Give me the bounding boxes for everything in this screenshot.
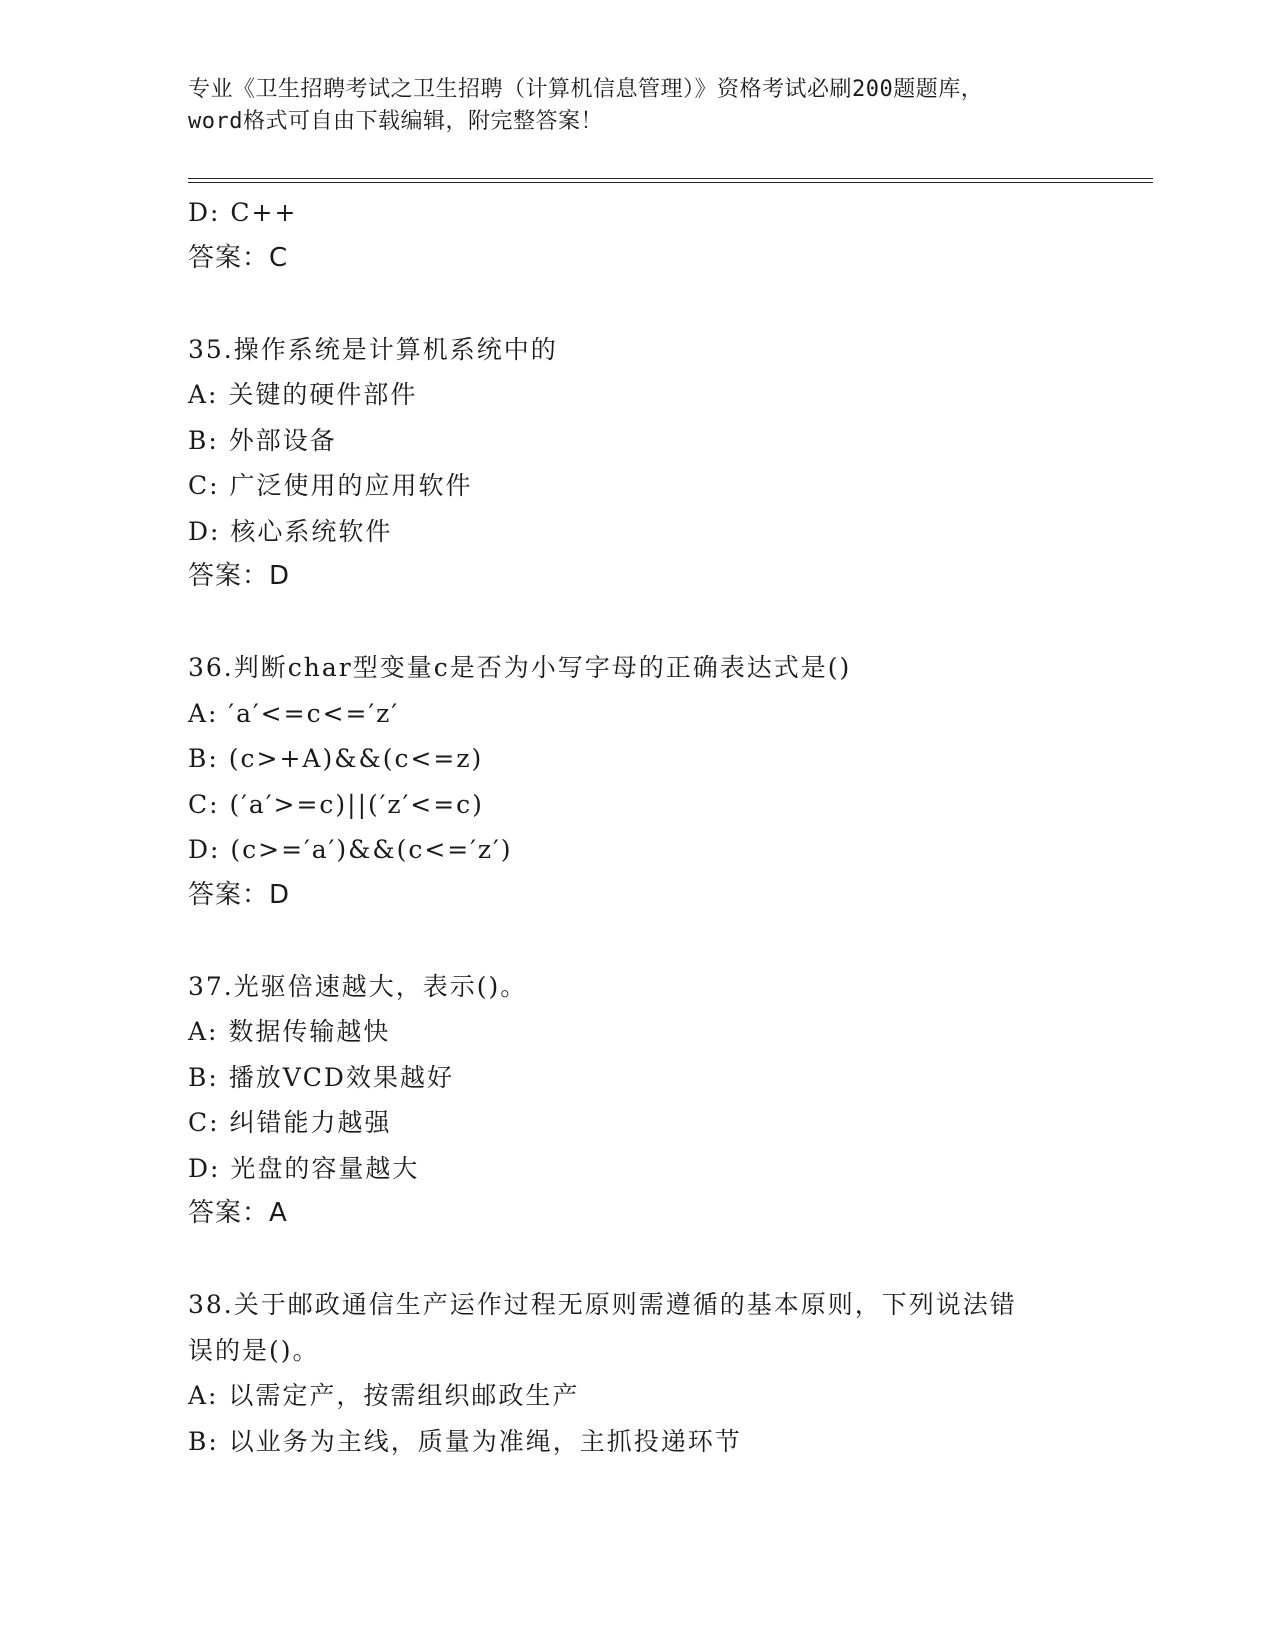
question-stem: 36.判断char型变量c是否为小写字母的正确表达式是() — [188, 653, 852, 682]
question-38 — [188, 1282, 1138, 1464]
option-d: D: 光盘的容量越大 — [188, 1153, 420, 1183]
question-stem: 37.光驱倍速越大，表示()。 — [188, 971, 528, 1001]
option-a: A: 以需定产，按需组织邮政生产 — [188, 1381, 580, 1410]
option-a: A: ′a′<=c<=′z′ — [188, 698, 399, 728]
option-a: A: 数据传输越快 — [188, 1017, 391, 1046]
question-36 — [188, 645, 1138, 918]
answer: 答案：D — [188, 879, 291, 910]
answer: 答案：C — [188, 242, 289, 273]
option-d: D: 核心系统软件 — [188, 516, 393, 546]
option-d: D: (c>=′a′)&&(c<=′z′) — [188, 835, 513, 864]
question-34-tail — [188, 190, 1138, 281]
option-c: C: (′a′>=c)||(′z′<=c) — [188, 789, 484, 819]
header-line-2: word格式可自由下载编辑，附完整答案！ — [188, 109, 603, 134]
question-stem-line-2: 误的是()。 — [188, 1335, 320, 1365]
question-stem-line-1: 38.关于邮政通信生产运作过程无原则需遵循的基本原则，下列说法错 — [188, 1290, 1017, 1319]
document-header — [188, 74, 1088, 138]
header-rule-top — [188, 178, 1153, 179]
option-b: B: 以业务为主线，质量为准绳，主抓投递环节 — [188, 1426, 742, 1456]
option-b: B: 外部设备 — [188, 425, 337, 455]
question-stem: 35.操作系统是计算机系统中的 — [188, 334, 558, 364]
answer: 答案：A — [188, 1198, 288, 1228]
option-c: C: 纠错能力越强 — [188, 1108, 392, 1137]
question-35 — [188, 327, 1138, 600]
header-line-1: 专业《卫生招聘考试之卫生招聘（计算机信息管理）》资格考试必刷200题题库， — [188, 77, 984, 102]
question-37 — [188, 964, 1138, 1237]
header-rule-bottom — [188, 182, 1153, 183]
option-c: C: 广泛使用的应用软件 — [188, 471, 473, 500]
option-b: B: (c>+A)&&(c<=z) — [188, 744, 484, 773]
option-b: B: 播放VCD效果越好 — [188, 1062, 454, 1092]
answer: 答案：D — [188, 561, 291, 591]
question-content — [188, 190, 1138, 1464]
option-d: D: C++ — [188, 198, 298, 227]
option-a: A: 关键的硬件部件 — [188, 380, 418, 409]
